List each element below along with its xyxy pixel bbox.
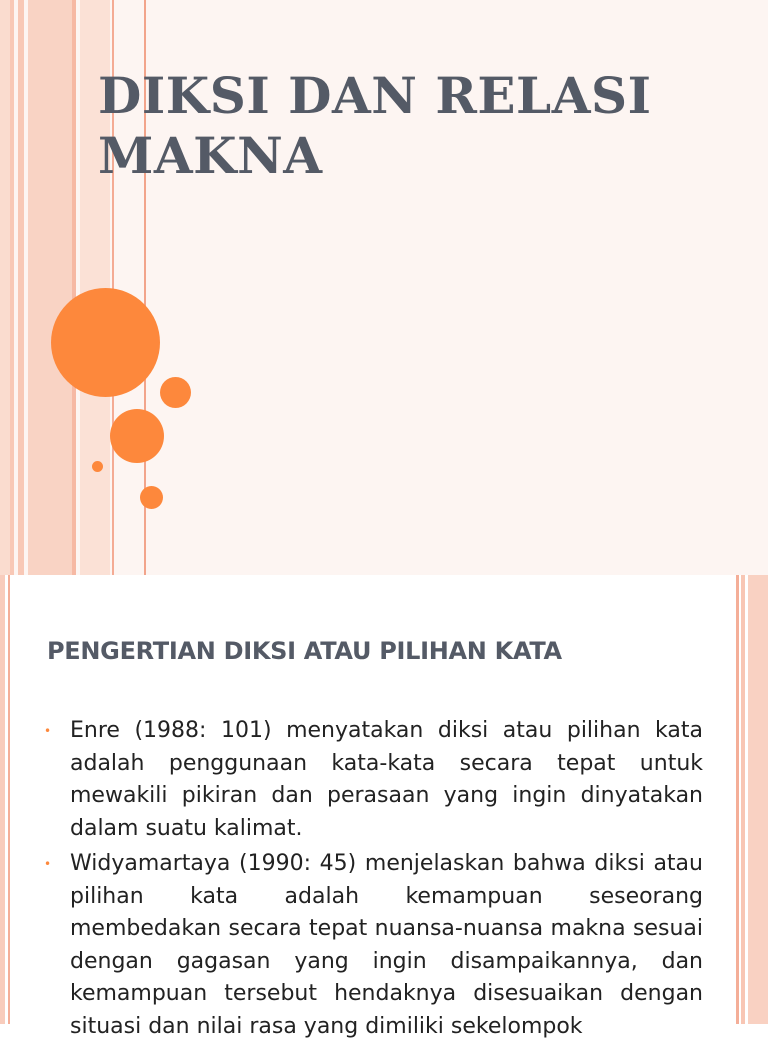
decorative-circle-large — [51, 288, 160, 397]
decorative-stripe — [18, 0, 24, 575]
decorative-circle-medium — [110, 409, 164, 463]
decorative-stripe — [748, 575, 768, 1024]
bullet-item — [44, 848, 703, 1043]
decorative-stripe — [0, 0, 10, 575]
bullet-list — [44, 715, 703, 1046]
decorative-stripe — [10, 0, 14, 575]
bullet-text: Widyamartaya (1990: 45) menjelaskan bahwa diksi atau pilihan kata adalah kemampuan seseorang membedakan secara tepat nuansa-nuansa makna sesuai dengan gagasan yang ingin disampaikannya, dan kemampuan tersebut hendaknya disesuaikan dengan situasi dan nilai rasa yang dimiliki sekelompok — [70, 851, 703, 1039]
bullet-icon: • — [44, 857, 52, 871]
bullet-icon: • — [44, 724, 52, 738]
decorative-stripe — [28, 0, 72, 575]
decorative-stripe — [741, 575, 745, 1024]
decorative-circle-tiny — [92, 461, 103, 472]
decorative-stripe — [8, 575, 10, 1024]
decorative-circle-small — [140, 486, 163, 509]
content-slide — [0, 575, 768, 1039]
section-heading: PENGERTIAN DIKSI ATAU PILIHAN KATA — [47, 637, 562, 665]
decorative-circle-small — [160, 377, 191, 408]
bullet-text: Enre (1988: 101) menyatakan diksi atau pilihan kata adalah penggunaan kata-kata secara tepat untuk mewakili pikiran dan perasaan yang ingin dinyatakan dalam suatu kalimat. — [70, 718, 703, 841]
decorative-stripe — [736, 575, 739, 1024]
slide-title: DIKSI DAN RELASI MAKNA — [98, 66, 652, 185]
decorative-stripe — [0, 575, 5, 1024]
bullet-item — [44, 715, 703, 845]
decorative-stripe — [72, 0, 76, 575]
